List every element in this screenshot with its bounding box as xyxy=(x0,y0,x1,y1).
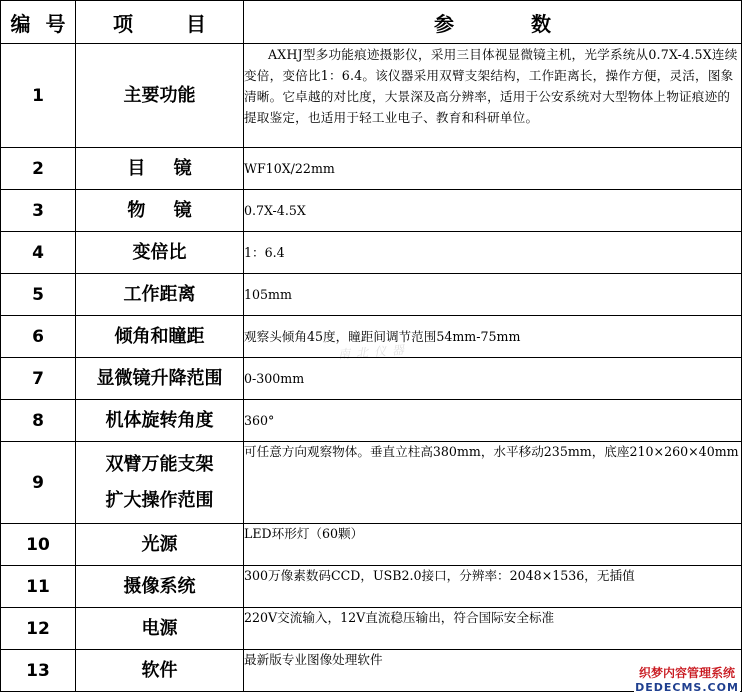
row-number: 2 xyxy=(1,148,76,190)
row-param: LED环形灯（60颗） xyxy=(244,524,742,566)
row-param: 0.7X-4.5X xyxy=(244,190,742,232)
row-number: 5 xyxy=(1,274,76,316)
row-item: 倾角和瞳距 xyxy=(76,316,244,358)
table-row xyxy=(1,190,742,232)
table-row xyxy=(1,274,742,316)
watermark: 南北仪器 xyxy=(337,342,411,362)
site-logo[interactable] xyxy=(634,666,740,696)
row-item-double xyxy=(76,442,244,524)
table-row xyxy=(1,44,742,148)
header-param: 参 数 xyxy=(244,1,742,44)
row-param: 360° xyxy=(244,400,742,442)
row-param: 1：6.4 xyxy=(244,232,742,274)
row-param: 105mm xyxy=(244,274,742,316)
row-number: 3 xyxy=(1,190,76,232)
table-row xyxy=(1,608,742,650)
header-item: 项 目 xyxy=(76,1,244,44)
table-row xyxy=(1,442,742,524)
row-param: WF10X/22mm xyxy=(244,148,742,190)
table-row xyxy=(1,232,742,274)
row-param: 220V交流输入，12V直流稳压输出，符合国际安全标准 xyxy=(244,608,742,650)
row-number: 11 xyxy=(1,566,76,608)
row-number: 10 xyxy=(1,524,76,566)
row-item-line1: 双臂万能支架 xyxy=(105,453,214,475)
row-item: 显微镜升降范围 xyxy=(76,358,244,400)
header-number: 编 号 xyxy=(1,1,76,44)
table-row xyxy=(1,148,742,190)
row-param: 可任意方向观察物体。垂直立柱高380mm，水平移动235mm，底座210×260×40mm xyxy=(244,442,742,524)
row-number: 1 xyxy=(1,44,76,148)
row-item: 机体旋转角度 xyxy=(76,400,244,442)
row-item: 目 镜 xyxy=(76,148,244,190)
logo-line1: 织梦内容管理系统 xyxy=(638,666,735,680)
row-number: 4 xyxy=(1,232,76,274)
row-item: 主要功能 xyxy=(76,44,244,148)
table-row xyxy=(1,524,742,566)
row-number: 9 xyxy=(1,442,76,524)
table-row xyxy=(1,650,742,692)
table-row xyxy=(1,400,742,442)
row-param: 最新版专业图像处理软件 xyxy=(244,650,742,692)
table-row xyxy=(1,566,742,608)
header-row xyxy=(1,1,742,44)
logo-line2: DEDECMS.COM xyxy=(635,681,739,694)
row-number: 12 xyxy=(1,608,76,650)
row-item: 软件 xyxy=(76,650,244,692)
row-item: 电源 xyxy=(76,608,244,650)
row-item: 变倍比 xyxy=(76,232,244,274)
row-param: 300万像素数码CCD，USB2.0接口，分辨率：2048×1536，无插值 xyxy=(244,566,742,608)
row-item: 工作距离 xyxy=(76,274,244,316)
row-param: 观察头倾角45度，瞳距间调节范围54mm-75mm xyxy=(244,316,742,358)
row-number: 13 xyxy=(1,650,76,692)
row-item: 摄像系统 xyxy=(76,566,244,608)
row-number: 6 xyxy=(1,316,76,358)
row-param: AXHJ型多功能痕迹摄影仪，采用三目体视显微镜主机，光学系统从0.7X-4.5X连续变倍，变倍比1：6.4。该仪器采用双臂支架结构，工作距离长，操作方便，灵活，图象清晰。它卓越的对比度，大景深及高分辨率，适用于公安系统对大型物体上物证痕迹的提取鉴定，也适用于轻工业电子、教育和科研单位。 xyxy=(244,44,742,148)
row-item: 光源 xyxy=(76,524,244,566)
table-row xyxy=(1,358,742,400)
row-number: 7 xyxy=(1,358,76,400)
row-number: 8 xyxy=(1,400,76,442)
row-item: 物 镜 xyxy=(76,190,244,232)
row-param: 0-300mm xyxy=(244,358,742,400)
row-item-line2: 扩大操作范围 xyxy=(105,489,214,511)
